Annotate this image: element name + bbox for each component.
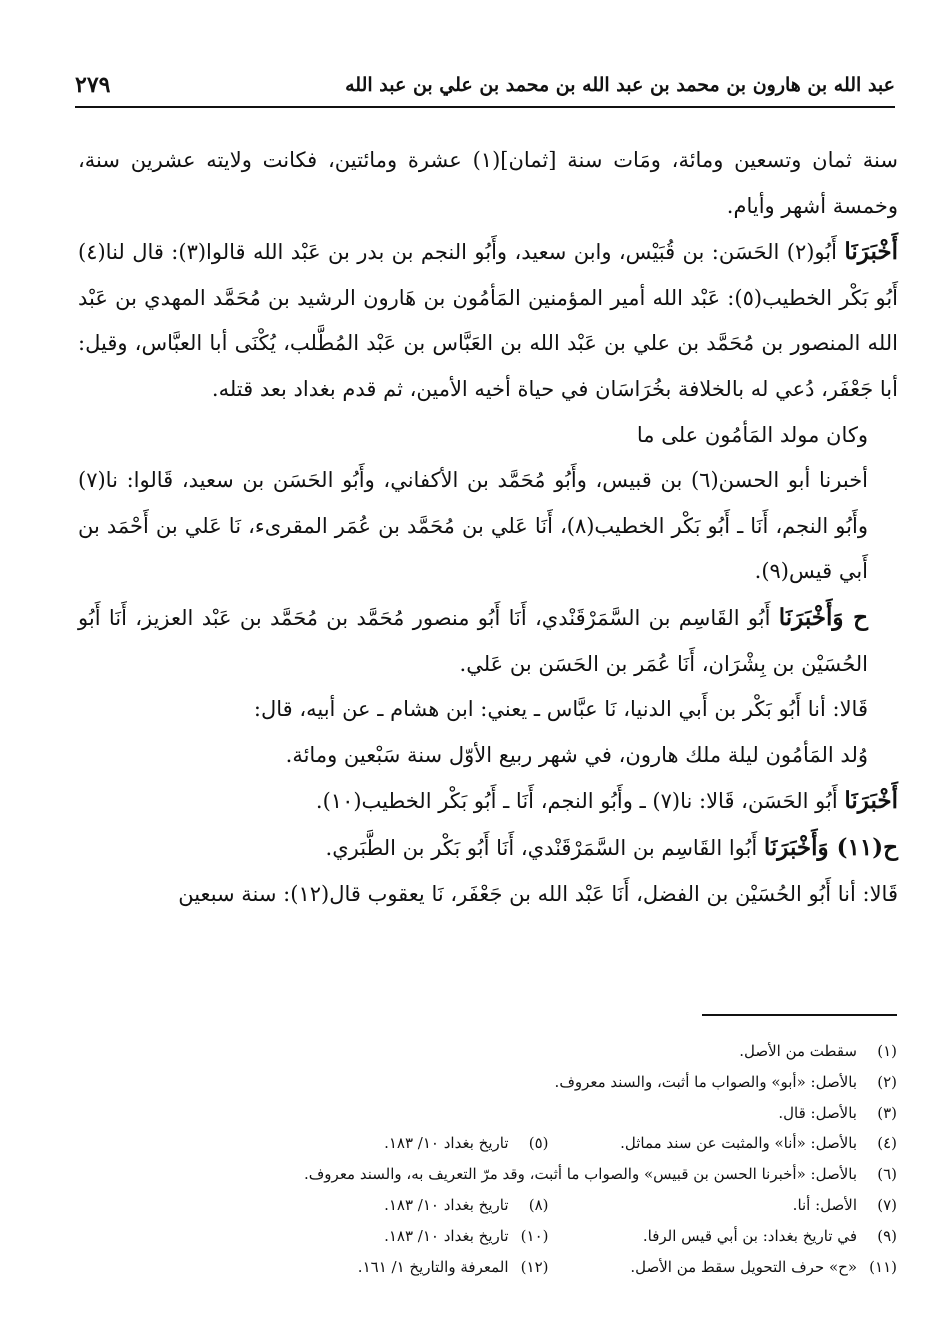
footnote-text: سقطت من الأصل. (739, 1042, 857, 1060)
footnote (200, 1190, 549, 1221)
paragraph-text: قَالا: أنا أَبُو بَكْر بن أَبي الدنيا، نَا عبَّاس ـ يعني: ابن هشام ـ عن أبيه، قال: (253, 697, 868, 722)
footnote-text: الأصل: أنا. (792, 1195, 857, 1214)
footnote-text: بالأصل: «أنا» والمثبت عن سند مماثل. (620, 1134, 857, 1153)
paragraph (78, 872, 898, 918)
paragraph-lead: ح(١١) وَأَخْبَرَنَا (763, 833, 898, 861)
paragraph-text: سنة ثمان وتسعين ومائة، ومَات سنة [ثمان](١) عشرة ومائتين، فكانت ولايته عشرين سنة، وخمسة أشهر وأيام. (78, 148, 898, 218)
footnote (200, 1221, 549, 1252)
paragraph-text: قَالا: أنا أَبُو الحُسَيْن بن الفضل، أَنَا عَبْد الله بن جَعْفَر، نَا يعقوب قال(١٢): سنة سبعين (178, 881, 898, 906)
paragraph-text: أخبرنا أبو الحسن(٦) بن قبيس، وأَبُو مُحَمَّد بن الأكفاني، وأَبُو الحَسَن بن سعيد، قَالوا: نا(٧) وأَبُو النجم، أَنَا ـ أَبُو بَكْر الخطيب(٨)، أَنَا عَلي بن مُحَمَّد بن عُمَر المقرىء، نَا عَلي بن أَحْمَد بن أَبي قيس(٩). (78, 468, 869, 584)
paragraph (78, 595, 898, 687)
paragraph-text: أَبُو الحَسَن، قَالا: نا(٧) ـ وأَبُو النجم، أَنَا ـ أَبُو بَكْر الخطيب(١٠). (315, 789, 845, 814)
footnotes (200, 1036, 897, 1282)
footnote-number: (١١) (869, 1257, 897, 1276)
footnote-text: تاريخ بغداد ١٠/ ١٨٣. (384, 1226, 509, 1245)
footnote-text: المعرفة والتاريخ ١/ ١٦١. (357, 1257, 509, 1276)
footnote-number: (٢) (877, 1072, 897, 1091)
footnote (549, 1128, 898, 1159)
footnote-number: (٨) (528, 1195, 549, 1214)
footnote-text: بالأصل: قال. (778, 1103, 857, 1122)
paragraph (78, 733, 898, 779)
footnote-row (200, 1190, 897, 1221)
footnote-text: في تاريخ بغداد: بن أبي قيس الرفا. (642, 1226, 857, 1245)
footnote-number: (١٠) (520, 1226, 549, 1245)
paragraph-text: وُلد المَأمُون ليلة ملك هارون، في شهر ربيع الأوّل سنة سَبْعين ومائة. (285, 742, 868, 767)
paragraph (78, 687, 898, 733)
footnote-number: (٣) (877, 1103, 897, 1122)
footnote-separator (702, 1014, 897, 1016)
footnote-row (200, 1098, 897, 1129)
paragraph-lead: ح وَأَخْبَرَنَا (778, 603, 869, 631)
footnote-text: بالأصل: «أخبرنا الحسن بن قبيس» والصواب ما أثبت، وقد مرّ التعريف به، والسند معروف. (303, 1165, 857, 1184)
paragraph-text: أَبُوا القَاسِم بن السَّمَرْقَنْدي، أَنَا أَبُو بَكْر بن الطَّبَري. (325, 835, 764, 860)
footnote (200, 1036, 897, 1067)
main-text (78, 138, 898, 917)
footnote-number: (٤) (877, 1134, 897, 1153)
paragraph-lead: أَخْبَرَنَا (844, 787, 898, 815)
footnote-number: (٦) (877, 1165, 897, 1184)
footnote (549, 1221, 898, 1252)
paragraph-text: أَبُو القَاسِم بن السَّمَرْقَنْدي، أَنَا أَبُو منصور مُحَمَّد بن مُحَمَّد بن عَبْد العزيز، أَنَا أَبُو الحُسَيْن بن بِشْرَان، أَنَا عُمَر بن الحَسَن بن عَلي. (78, 605, 868, 676)
footnote-row (200, 1128, 897, 1159)
footnote (549, 1252, 898, 1283)
footnote (200, 1067, 897, 1098)
paragraph (78, 229, 898, 412)
page-header (75, 70, 895, 108)
paragraph-text: أَبُو(٢) الحَسَن: بن قُبَيْس، وابن سعيد، وأَبُو النجم بن بدر بن عَبْد الله قالوا(٣): قال لنا(٤) أَبُو بَكْر الخطيب(٥): عَبْد الله أمير المؤمنين المَأمُون بن هَارون الرشيد بن مُحَمَّد المهدي بن عَبْد الله المنصور بن مُحَمَّد بن علي بن عَبْد الله بن العَبَّاس بن عَبْد المُطَّلب، يُكْنَى أبا العبَّاس، وقيل: أبا جَعْفَر، دُعي له بالخلافة بخُرَاسَان في حياة أخيه الأمين، ثم قدم بغداد بعد قتله. (78, 240, 899, 401)
footnote (200, 1252, 549, 1283)
footnote-row (200, 1252, 897, 1283)
paragraph (78, 458, 898, 595)
paragraph (78, 413, 898, 459)
footnote-row (200, 1159, 897, 1190)
footnote-number: (١٢) (520, 1257, 549, 1276)
footnote-row (200, 1067, 897, 1098)
footnote (200, 1128, 549, 1159)
footnote-number: (٥) (528, 1134, 549, 1153)
page-number: ٢٧٩ (75, 72, 111, 98)
paragraph (78, 825, 898, 872)
footnote (200, 1098, 897, 1129)
footnote-number: (٩) (877, 1226, 897, 1245)
footnote (549, 1190, 898, 1221)
footnote-row (200, 1221, 897, 1252)
running-title: عبد الله بن هارون بن محمد بن عبد الله بن محمد بن علي بن عبد الله (345, 74, 895, 96)
paragraph-lead: أَخْبَرَنَا (844, 238, 899, 266)
paragraph (78, 138, 898, 229)
footnote-text: تاريخ بغداد ١٠/ ١٨٣. (384, 1195, 509, 1214)
footnote-text: بالأصل: «أبو» والصواب ما أثبت، والسند معروف. (554, 1072, 857, 1091)
footnote-text: تاريخ بغداد ١٠/ ١٨٣. (384, 1134, 509, 1153)
paragraph-text: وكان مولد المَأمُون على ما (636, 422, 868, 447)
footnote-number: (٧) (877, 1195, 897, 1214)
footnote-text: «ح» حرف التحويل سقط من الأصل. (630, 1257, 857, 1276)
footnote (200, 1159, 897, 1190)
paragraph (78, 778, 898, 825)
footnote-row (200, 1036, 897, 1067)
footnote-number: (١) (877, 1042, 897, 1060)
